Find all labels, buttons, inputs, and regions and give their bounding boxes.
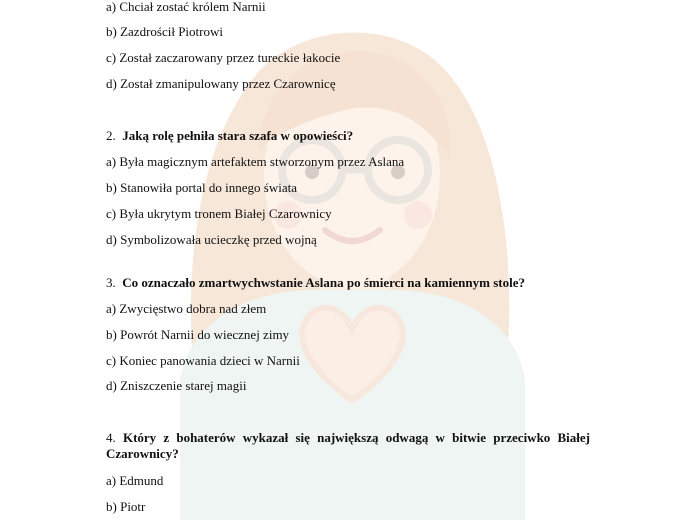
question-4: 4. Który z bohaterów wykazał się największą odwagą w bitwie przeciwko Białej Czarownicy? <box>106 430 590 461</box>
q4-option-a: a) Edmund <box>106 473 164 488</box>
q3-option-d: d) Zniszczenie starej magii <box>106 378 247 393</box>
q2-option-c: c) Była ukrytym tronem Białej Czarownicy <box>106 206 332 221</box>
q2-option-b: b) Stanowiła portal do innego świata <box>106 180 298 195</box>
q2-option-d: d) Symbolizowała ucieczkę przed wojną <box>106 232 317 247</box>
q3-option-c: c) Koniec panowania dzieci w Narnii <box>106 353 300 368</box>
q1-option-a: a) Chciał zostać królem Narnii <box>106 0 266 14</box>
question-3: 3. Co oznaczało zmartwychwstanie Aslana po śmierci na kamiennym stole? <box>106 275 525 290</box>
q1-option-c: c) Został zaczarowany przez tureckie łakocie <box>106 50 341 65</box>
q3-option-a: a) Zwycięstwo dobra nad złem <box>106 301 267 316</box>
q4-option-b: b) Piotr <box>106 499 146 514</box>
q1-option-b: b) Zazdrościł Piotrowi <box>106 24 223 39</box>
q2-option-a: a) Była magicznym artefaktem stworzonym przez Aslana <box>106 154 405 169</box>
question-2: 2. Jaką rolę pełniła stara szafa w opowieści? <box>106 128 354 143</box>
q1-option-d: d) Został zmanipulowany przez Czarownicę <box>106 76 336 91</box>
q3-option-b: b) Powrót Narnii do wiecznej zimy <box>106 327 290 342</box>
